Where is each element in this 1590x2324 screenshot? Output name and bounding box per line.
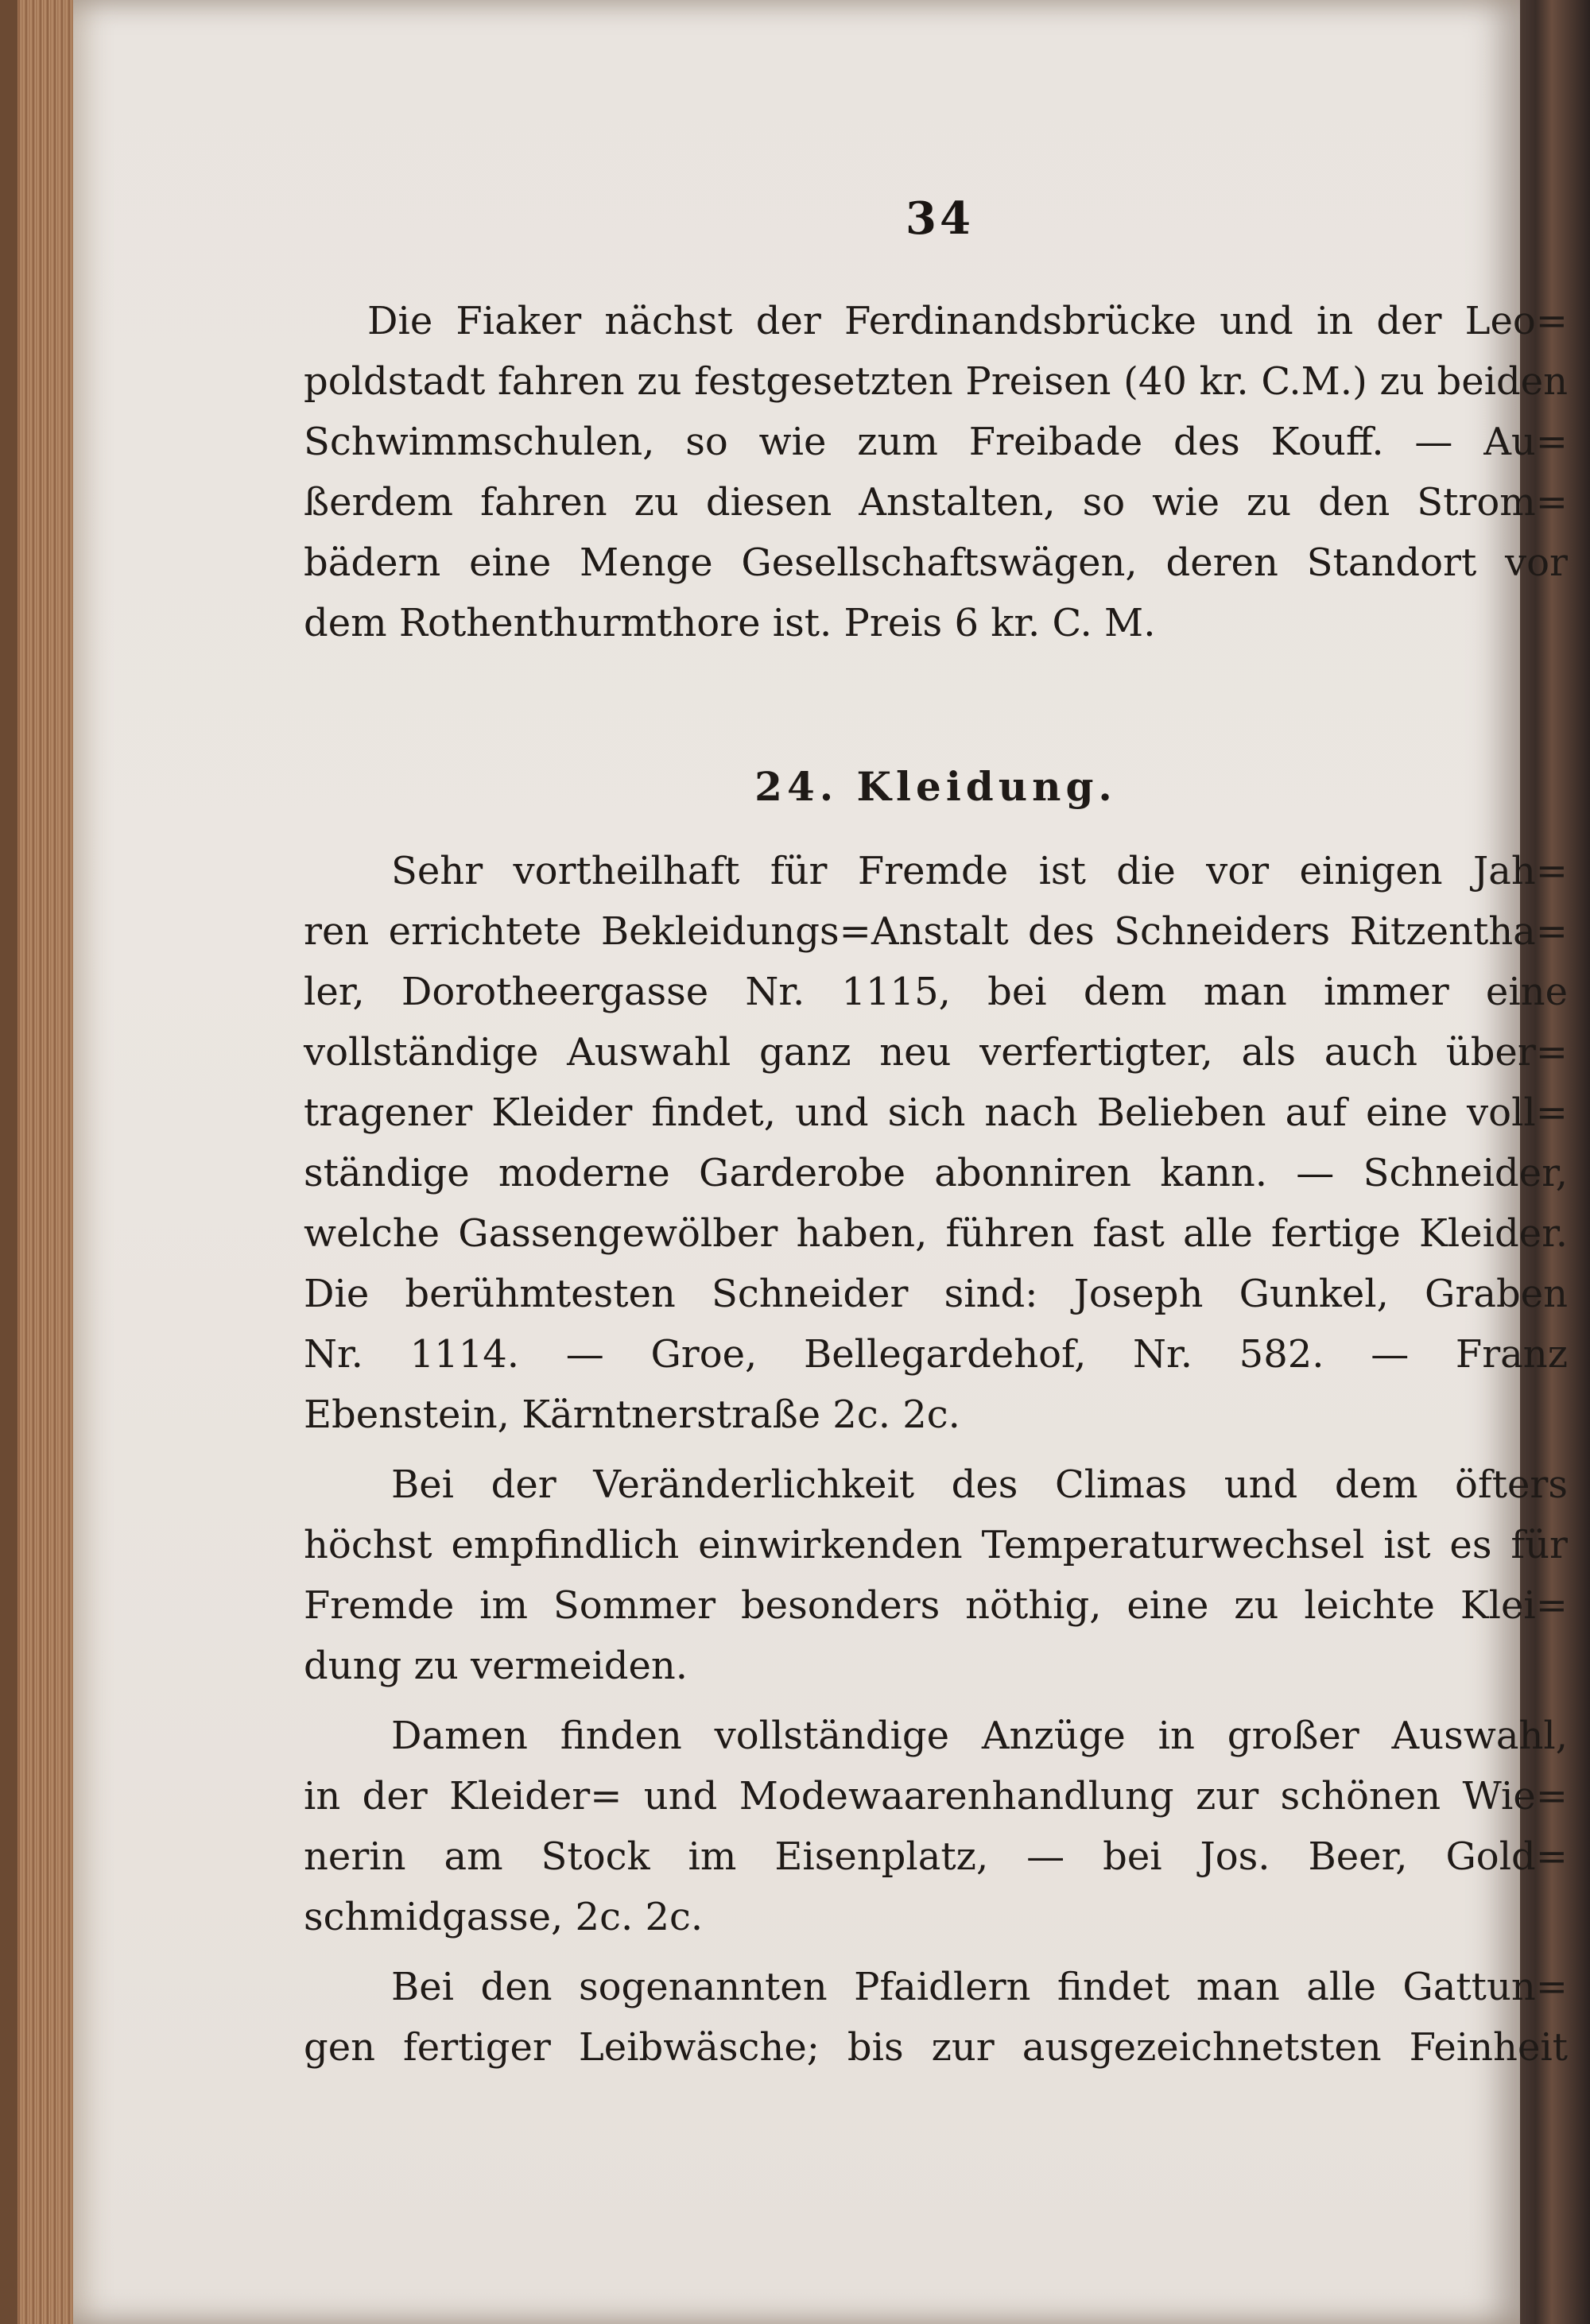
text-line: schmidgasse, 2c. 2c. (304, 1895, 704, 1939)
text-line: dem Rothenthurmthore ist. Preis 6 kr. C. M. (304, 601, 1156, 645)
text-line: bädern eine Menge Gesellschaftswägen, deren Standort vor (304, 540, 1568, 585)
text-line: Fremde im Sommer besonders nöthig, eine zu leichte Klei= (304, 1583, 1568, 1628)
text-line: Damen finden vollständige Anzüge in großer Auswahl, (391, 1714, 1568, 1758)
text-line: welche Gassengewölber haben, führen fast alle fertige Kleider. (304, 1211, 1568, 1256)
book-cover-edge (0, 0, 17, 2324)
text-line: dung zu vermeiden. (304, 1644, 688, 1688)
text-line: ren errichtete Bekleidungs=Anstalt des Schneiders Ritzentha= (304, 909, 1568, 954)
text-line: höchst empfindlich einwirkenden Temperaturwechsel ist es für (304, 1523, 1568, 1567)
text-line: nerin am Stock im Eisenplatz, — bei Jos. Beer, Gold= (304, 1834, 1568, 1879)
text-line: in der Kleider= und Modewaarenhandlung zur schönen Wie= (304, 1774, 1568, 1819)
text-line: ßerdem fahren zu diesen Anstalten, so wie zu den Strom= (304, 480, 1568, 525)
text-line: vollständige Auswahl ganz neu verfertigter, als auch über= (304, 1030, 1568, 1075)
text-line: poldstadt fahren zu festgesetzten Preisen (40 kr. C.M.) zu beiden (304, 359, 1568, 404)
text-line: ler, Dorotheergasse Nr. 1115, bei dem man immer eine (304, 970, 1568, 1014)
text-line: Bei den sogenannten Pfaidlern findet man alle Gattun= (391, 1965, 1568, 2009)
text-line: Ebenstein, Kärntnerstraße 2c. 2c. (304, 1392, 960, 1437)
text-line: Schwimmschulen, so wie zum Freibade des Kouff. — Au= (304, 420, 1568, 464)
text-line: Sehr vortheilhaft für Fremde ist die vor einigen Jah= (391, 849, 1568, 893)
text-line: ständige moderne Garderobe abonniren kann. — Schneider, (304, 1151, 1568, 1195)
text-line: tragener Kleider findet, und sich nach Belieben auf eine voll= (304, 1090, 1568, 1135)
book-page (73, 0, 1568, 2324)
text-line: Nr. 1114. — Groe, Bellegardehof, Nr. 582. — Franz (304, 1332, 1568, 1377)
text-line: Die Fiaker nächst der Ferdinandsbrücke und in der Leo= (367, 299, 1568, 343)
section-heading: 24. Kleidung. (754, 763, 1117, 810)
text-line: Die berühmtesten Schneider sind: Joseph Gunkel, Graben (304, 1272, 1568, 1316)
text-line: Bei der Veränderlichkeit des Climas und dem öfters (391, 1462, 1568, 1507)
page-number: 34 (906, 192, 974, 245)
text-line: gen fertiger Leibwäsche; bis zur ausgezeichnetsten Feinheit (304, 2025, 1568, 2070)
